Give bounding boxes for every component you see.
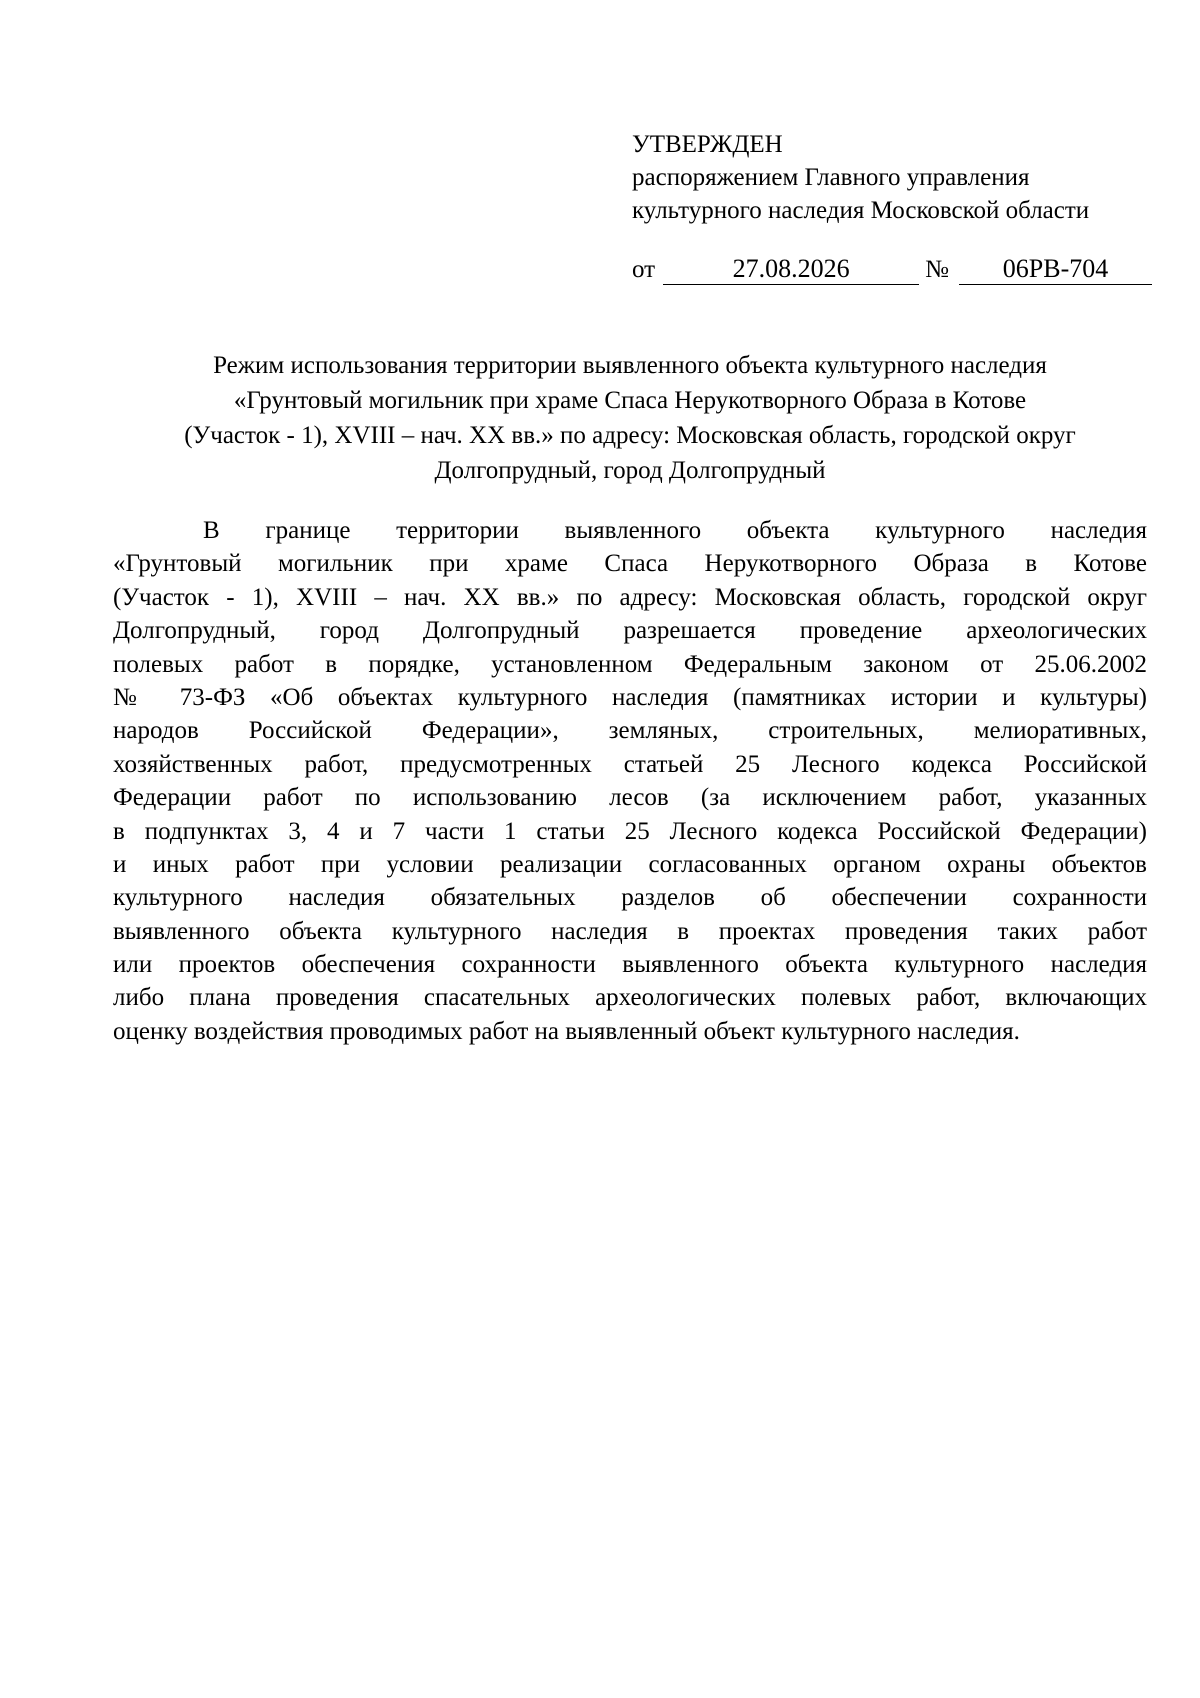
- paragraph-line: Долгопрудный, город Долгопрудный разрешается проведение археологических: [113, 617, 1147, 645]
- paragraph-line: Федерации работ по использованию лесов (за исключением работ, указанных: [113, 784, 1147, 812]
- body-paragraph: [113, 514, 1147, 1048]
- approval-line: культурного наследия Московской области: [632, 197, 1090, 224]
- number-prefix: №: [925, 256, 949, 283]
- paragraph-line: оценку воздействия проводимых работ на выявленный объект культурного наследия.: [113, 1017, 1020, 1045]
- number-field: 06РВ-704: [959, 254, 1152, 285]
- paragraph-line: (Участок - 1), XVIII – нач. XX вв.» по адресу: Московская область, городской округ: [113, 583, 1147, 611]
- title-line: Долгопрудный, город Долгопрудный: [434, 457, 826, 484]
- paragraph-line: народов Российской Федерации», земляных, строительных, мелиоративных,: [113, 717, 1147, 745]
- paragraph-line: либо плана проведения спасательных археологических полевых работ, включающих: [113, 984, 1147, 1012]
- approval-block: [632, 128, 1152, 227]
- approval-heading: УТВЕРЖДЕН: [632, 131, 783, 158]
- paragraph-line: и иных работ при условии реализации согласованных органом охраны объектов: [113, 850, 1147, 878]
- approval-line: распоряжением Главного управления: [632, 164, 1030, 191]
- paragraph-line: хозяйственных работ, предусмотренных статьей 25 Лесного кодекса Российской: [113, 750, 1147, 778]
- date-number-row: [632, 253, 1152, 286]
- title-line: Режим использования территории выявленного объекта культурного наследия: [213, 352, 1047, 379]
- paragraph-line: в подпунктах 3, 4 и 7 части 1 статьи 25 Лесного кодекса Российской Федерации): [113, 817, 1147, 845]
- date-prefix: от: [632, 256, 656, 283]
- paragraph-line: В границе территории выявленного объекта культурного наследия: [203, 517, 1147, 544]
- paragraph-line: выявленного объекта культурного наследия в проектах проведения таких работ: [113, 917, 1147, 945]
- paragraph-line: культурного наследия обязательных разделов об обеспечении сохранности: [113, 884, 1147, 912]
- date-field: 27.08.2026: [663, 254, 919, 285]
- document-title: [110, 348, 1150, 488]
- paragraph-line: № 73-ФЗ «Об объектах культурного наследия (памятниках истории и культуры): [113, 683, 1147, 711]
- paragraph-line: полевых работ в порядке, установленном Федеральным законом от 25.06.2002: [113, 650, 1147, 678]
- title-line: (Участок - 1), XVIII – нач. XX вв.» по адресу: Московская область, городской округ: [184, 422, 1076, 449]
- paragraph-line: «Грунтовый могильник при храме Спаса Нерукотворного Образа в Котове: [113, 550, 1147, 578]
- title-line: «Грунтовый могильник при храме Спаса Нерукотворного Образа в Котове: [233, 387, 1027, 414]
- paragraph-line: или проектов обеспечения сохранности выявленного объекта культурного наследия: [113, 951, 1147, 979]
